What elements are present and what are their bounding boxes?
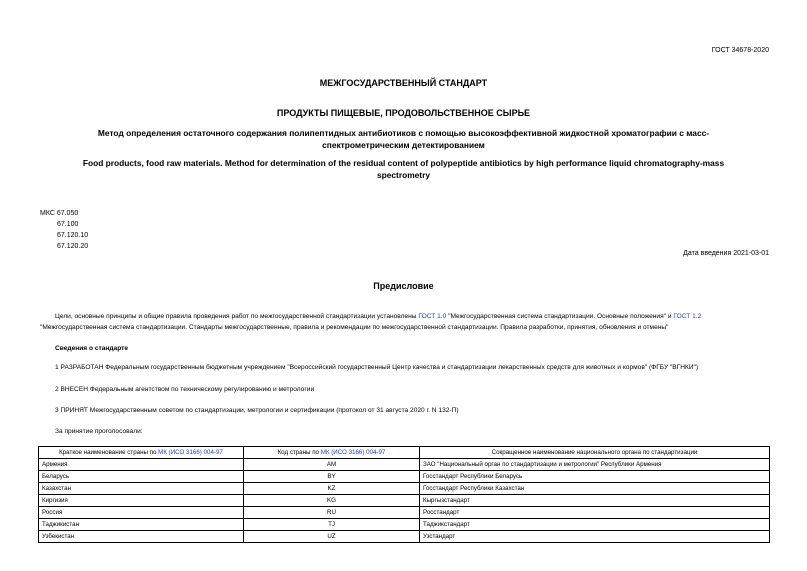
header-text: Код страны по [277,449,321,456]
code-cell: UZ [244,531,420,543]
table-row [39,483,770,495]
method-title-ru [40,127,767,151]
column-header-body: Сокращенное наименование национального органа по стандартизации [420,447,770,459]
method-title-en-line2: spectrometry [376,170,431,180]
gost-1-2-link[interactable]: ГОСТ 1.2 [673,313,702,320]
code-cell: KZ [244,483,420,495]
method-title-ru-line2: спектрометрическим детектированием [322,140,485,150]
foreword-title: Предисловие [373,281,434,291]
mks-code: 67.120.10 [57,232,89,239]
mks-block [40,208,88,252]
table-row [39,507,770,519]
column-header-country [39,447,244,459]
code-cell: RU [244,507,420,519]
foreword-text: Цели, основные принципы и общие правила проведения работ по межгосударственной стандартизации установлены [55,313,419,320]
code-cell: BY [244,471,420,483]
country-cell: Киргизия [39,495,244,507]
gost-1-0-link[interactable]: ГОСТ 1.0 [418,313,447,320]
foreword-text: "Межгосударственная система стандартизации. Стандарты межгосударственные, правила и рекомендации по межгосударственной стандартизации. Правила разработки, принятия, обновления и отмены" [40,324,669,331]
table-row [39,519,770,531]
introduction-date: Дата введения 2021-03-01 [683,250,769,257]
body-cell: Кыргызстандарт [420,495,770,507]
country-cell: Узбекистан [39,531,244,543]
country-cell: Казахстан [39,483,244,495]
method-title-en-line1: Food products, food raw materials. Method for determination of the residual content of polypeptide antibiotics by high performance liquid chromatography-mass [82,158,725,168]
mk-iso-link[interactable]: МК (ИСО 3166) 004-97 [320,449,386,456]
mk-iso-link[interactable]: МК (ИСО 3166) 004-97 [158,449,223,456]
header-text: Краткое наименование страны по [59,449,159,456]
table-row [39,531,770,543]
info-item-text: 2 ВНЕСЕН Федеральным агентством по техническому регулированию и метрологии [55,386,315,393]
mks-code: 67.100 [57,221,79,228]
body-cell: Росстандарт [420,507,770,519]
foreword-text: "Межгосударственная система стандартизации. Основные положения" и [446,313,674,320]
body-cell: ЗАО "Национальный орган по стандартизации и метрологии" Республики Армения [420,459,770,471]
countries-table [38,446,770,543]
product-title: ПРОДУКТЫ ПИЩЕВЫЕ, ПРОДОВОЛЬСТВЕННОЕ СЫРЬЕ [276,108,531,118]
info-item-text: 3 ПРИНЯТ Межгосударственным советом по стандартизации, метрологии и сертификации (протокол от 31 августа 2020 г. N 132-П) [55,407,459,414]
body-cell: Узстандарт [420,531,770,543]
voted-for-text: За принятие проголосовали: [55,428,143,435]
document-code: ГОСТ 34678-2020 [711,47,769,54]
column-header-code [244,447,420,459]
foreword-paragraph [40,311,769,333]
code-cell: AM [244,459,420,471]
code-cell: KG [244,495,420,507]
mks-code: 67.120.20 [57,243,89,250]
body-cell: Госстандарт Республики Казахстан [420,483,770,495]
country-cell: Россия [39,507,244,519]
method-title-en [40,157,767,181]
info-item-text: 1 РАЗРАБОТАН Федеральным государственным бюджетным учреждением "Всероссийский государственный Центр качества и стандартизации лекарственных средств для животных и кормов" (ФГБУ "ВГНКИ") [55,364,699,371]
country-cell: Таджикистан [39,519,244,531]
voted-for-label [40,426,769,437]
country-cell: Армения [39,459,244,471]
standard-info-heading [40,343,769,354]
body-cell: Таджикстандарт [420,519,770,531]
info-item-adopted [40,405,769,416]
code-cell: TJ [244,519,420,531]
country-cell: Беларусь [39,471,244,483]
standard-info-heading-text: Сведения о стандарте [55,345,129,352]
standard-type-title: МЕЖГОСУДАРСТВЕННЫЙ СТАНДАРТ [319,78,488,88]
info-item-submitted [40,384,769,395]
table-row [39,495,770,507]
body-cell: Госстандарт Республики Беларусь [420,471,770,483]
table-row [39,459,770,471]
info-item-developed [40,362,769,373]
table-header-row [39,447,770,459]
table-row [39,471,770,483]
method-title-ru-line1: Метод определения остаточного содержания полипептидных антибиотиков с помощью высокоэффективной жидкостной хроматографии с масс- [97,128,710,138]
mks-label: МКС 67.050 [40,210,79,217]
